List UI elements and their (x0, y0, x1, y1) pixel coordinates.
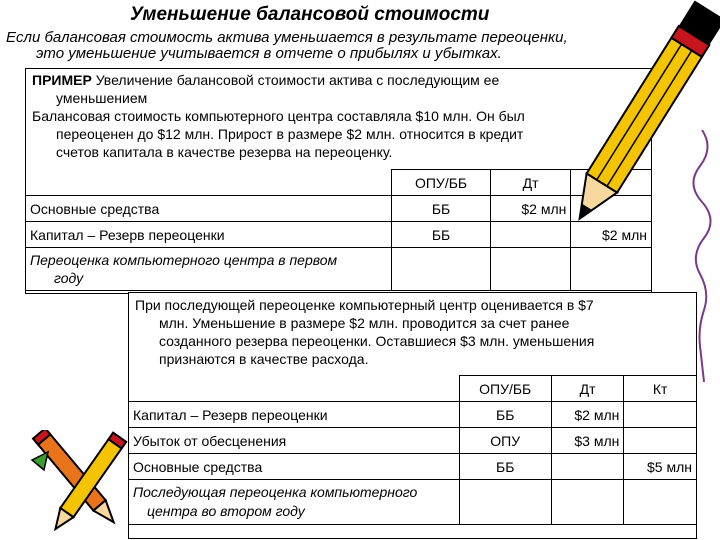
example-intro-line-2: уменьшением (56, 90, 148, 106)
account-type: ОПУ (459, 428, 551, 454)
account-name: Основные средства (129, 454, 460, 480)
example-paragraph (32, 71, 642, 161)
table-caption-line-1: Переоценка компьютерного центра в первом (30, 252, 338, 268)
table-header-row (129, 376, 697, 402)
second-paragraph (135, 296, 689, 368)
journal-table-2 (128, 375, 697, 525)
table-caption-line-1: Последующая переоценка компьютерного (133, 484, 418, 500)
journal-table-1 (25, 169, 652, 291)
example-text-line-2: переоценен до $12 млн. Прирост в размере $2 млн. относится в кредит (56, 126, 524, 142)
table-caption-line-2: центра во втором году (147, 503, 305, 519)
slide-subtitle (6, 30, 596, 62)
account-name: Капитал – Резерв переоценки (26, 222, 392, 248)
example-intro: Увеличение балансовой стоимости актива с последующим ее (91, 72, 500, 88)
account-type: ББ (459, 454, 551, 480)
example-label: ПРИМЕР (32, 72, 92, 88)
second-text-line-1: При последующей переоценке компьютерный центр оценивается в $7 (135, 297, 594, 313)
example-text-line-1: Балансовая стоимость компьютерного центра составляла $10 млн. Он был (32, 108, 525, 124)
account-name: Убыток от обесценения (129, 428, 460, 454)
table-footer-row (26, 248, 652, 291)
table-row (26, 196, 652, 222)
second-text-line-3: созданного резерва переоценки. Оставшиеся $3 млн. уменьшения (159, 333, 595, 349)
second-text-line-2: млн. Уменьшение в размере $2 млн. проводится за счет ранее (159, 315, 570, 331)
account-name: Основные средства (26, 196, 392, 222)
table-caption (26, 248, 392, 291)
table-row (129, 454, 697, 480)
credit-amount (624, 402, 697, 428)
header-opu-bb: ОПУ/ББ (392, 170, 491, 196)
debit-amount (551, 454, 624, 480)
debit-amount: $3 млн (551, 428, 624, 454)
credit-amount (624, 428, 697, 454)
subtitle-line-1: Если балансовая стоимость актива уменьшается в результате переоценки, (6, 29, 568, 46)
account-type: ББ (392, 222, 491, 248)
table-footer-row (129, 480, 697, 525)
table-header-row (26, 170, 652, 196)
table-row (129, 428, 697, 454)
debit-amount (490, 222, 571, 248)
account-name: Капитал – Резерв переоценки (129, 402, 460, 428)
table-row (26, 222, 652, 248)
header-dt: Дт (490, 170, 571, 196)
credit-amount: $2 млн (571, 222, 652, 248)
header-kt: Кт (624, 376, 697, 402)
header-dt: Дт (551, 376, 624, 402)
crossed-pencils-icon (30, 430, 140, 540)
account-type: ББ (459, 402, 551, 428)
debit-amount: $2 млн (490, 196, 571, 222)
header-opu-bb: ОПУ/ББ (459, 376, 551, 402)
table-caption-line-2: году (54, 270, 84, 286)
slide-title: Уменьшение балансовой стоимости (130, 4, 490, 25)
second-text-line-4: признаются в качестве расхода. (159, 351, 369, 367)
table-row (129, 402, 697, 428)
debit-amount: $2 млн (551, 402, 624, 428)
account-type: ББ (392, 196, 491, 222)
credit-amount: $5 млн (624, 454, 697, 480)
example-text-line-3: счетов капитала в качестве резерва на переоценку. (56, 144, 393, 160)
pencil-icon (560, 0, 720, 245)
subtitle-line-2: это уменьшение учитывается в отчете о прибылях и убытках. (36, 45, 502, 62)
table-caption (129, 480, 460, 525)
